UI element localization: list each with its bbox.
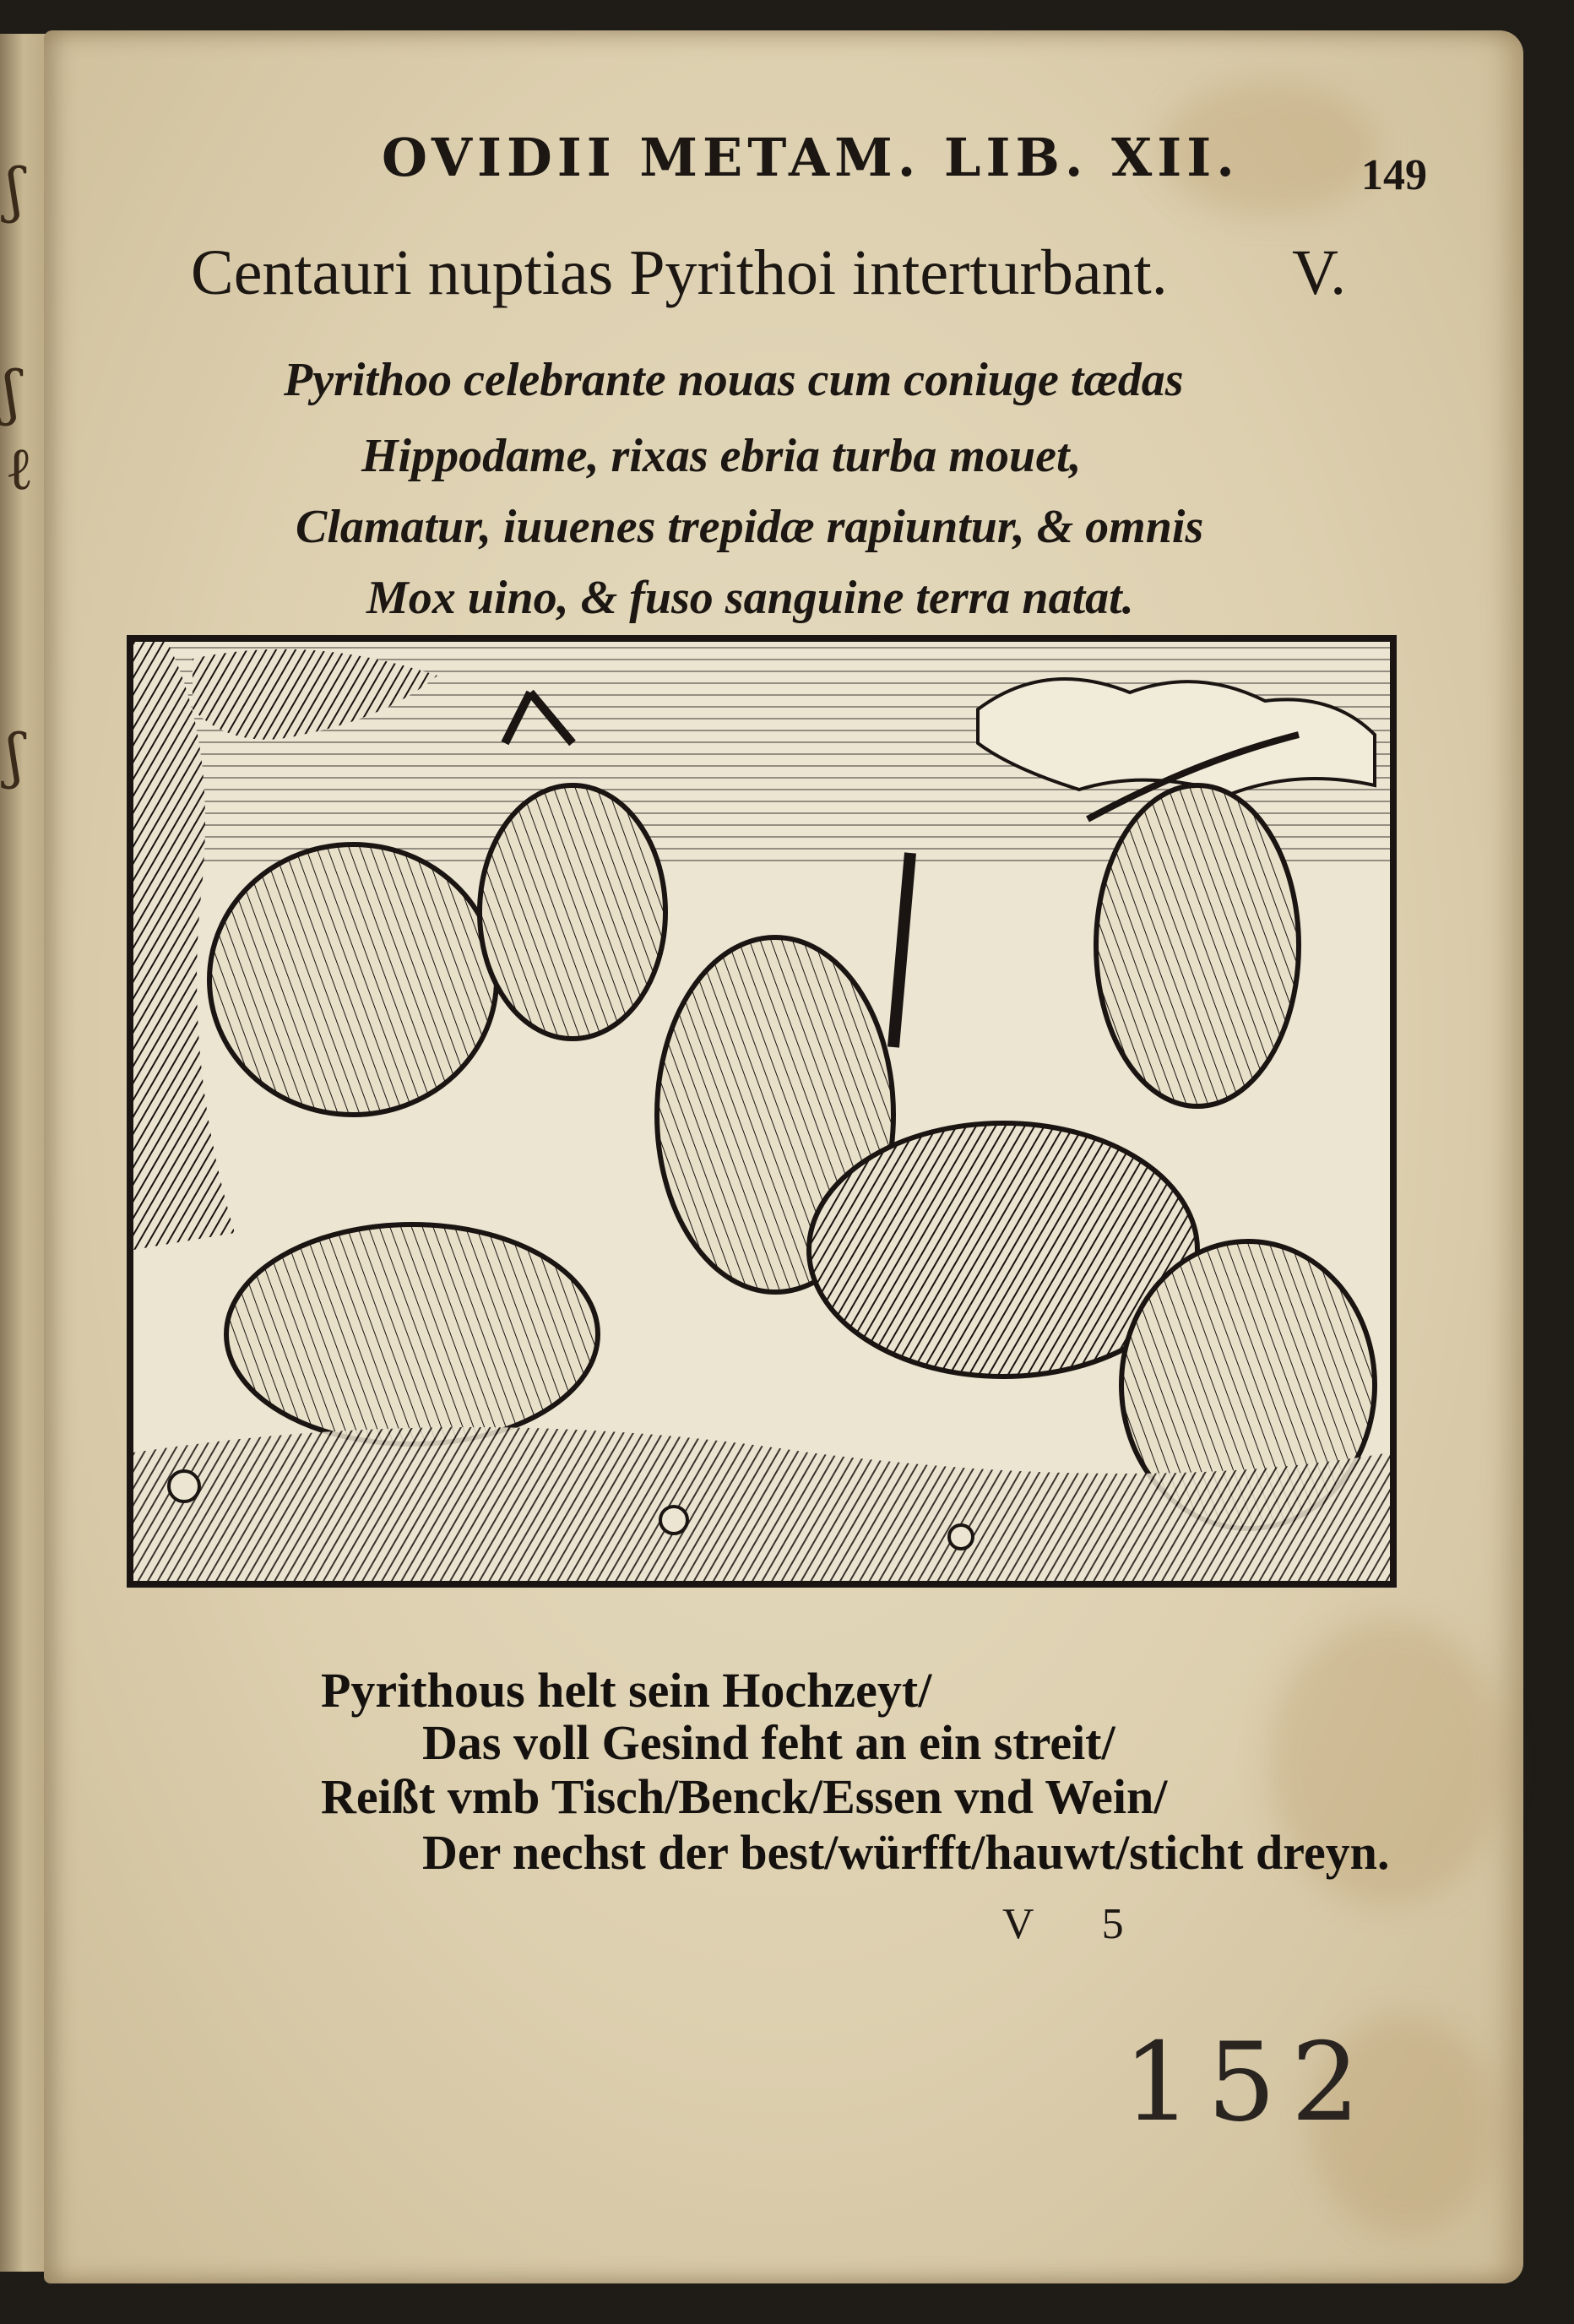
handwritten-mark: ℓ — [5, 434, 34, 503]
section-title: Centauri nuptias Pyrithoi interturbant. — [191, 237, 1168, 308]
german-verse-line: Der nechst der best/würfft/hauwt/sticht dreyn. — [422, 1825, 1390, 1880]
handwritten-mark: ʃ — [3, 358, 20, 427]
latin-verse-line: Pyrithoo celebrante nouas cum coniuge tædas — [284, 354, 1184, 406]
latin-verse-line: Hippodame, rixas ebria turba mouet, — [361, 430, 1082, 482]
handwritten-mark: ʃ — [7, 155, 24, 225]
library-stamp: 152 — [1123, 2020, 1376, 2146]
latin-verse-line: Clamatur, iuuenes trepidæ rapiuntur, & omnis — [296, 501, 1204, 553]
woodcut-battle-scene — [133, 642, 1390, 1581]
signature-mark: V 5 — [1002, 1900, 1153, 1948]
handwritten-mark: ʃ — [7, 721, 24, 790]
german-verse-line: Reißt vmb Tisch/Benck/Essen vnd Wein/ — [321, 1769, 1168, 1824]
page-number: 149 — [1361, 151, 1427, 199]
german-verse-line: Pyrithous helt sein Hochzeyt/ — [321, 1663, 932, 1718]
german-verse-line: Das voll Gesind feht an ein streit/ — [422, 1715, 1115, 1770]
running-head: OVIDII METAM. LIB. XII. — [382, 127, 1240, 188]
woodcut-illustration — [127, 635, 1397, 1588]
latin-verse-line: Mox uino, & fuso sanguine terra natat. — [366, 572, 1134, 624]
section-numeral: V. — [1292, 237, 1347, 308]
